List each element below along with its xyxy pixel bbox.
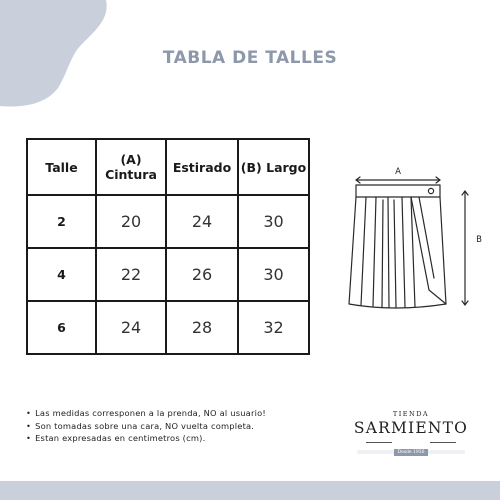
logo-top-text: TIENDA: [392, 410, 430, 418]
table-header-row: [27, 139, 309, 195]
cell-largo: 30: [238, 195, 309, 248]
cell-talle: 6: [27, 301, 96, 354]
cell-cintura: 24: [96, 301, 166, 354]
cell-estirado: 24: [166, 195, 238, 248]
cell-largo: 32: [238, 301, 309, 354]
header-largo: (B) Largo: [238, 139, 309, 195]
cell-talle: 4: [27, 248, 96, 301]
table-row: [27, 248, 309, 301]
logo-tagline-row: [352, 438, 470, 455]
logo-rule-right: [430, 442, 456, 443]
header-talle: Talle: [27, 139, 96, 195]
cell-estirado: 26: [166, 248, 238, 301]
list-item: • Son tomadas sobre una cara, NO vuelta completa.: [26, 420, 266, 433]
cell-estirado: 28: [166, 301, 238, 354]
table-row: [27, 301, 309, 354]
logo-rule-left: [366, 442, 392, 443]
label-b: B: [476, 235, 482, 245]
cell-cintura: 20: [96, 195, 166, 248]
list-item: • Las medidas corresponen a la prenda, NO al usuario!: [26, 407, 266, 420]
label-a: A: [395, 167, 401, 177]
logo-tagline: Desde 1956: [394, 449, 427, 456]
cell-cintura: 22: [96, 248, 166, 301]
skirt-waistband: [356, 185, 440, 197]
notes-list: [26, 407, 266, 445]
skirt-diagram: [325, 160, 495, 320]
table-row: [27, 195, 309, 248]
cell-talle: 2: [27, 195, 96, 248]
header-estirado: Estirado: [166, 139, 238, 195]
header-cintura: (A) Cintura: [96, 139, 166, 195]
brand-logo: [352, 410, 470, 454]
list-item: • Estan expresadas en centimetros (cm).: [26, 432, 266, 445]
size-table: [26, 138, 310, 355]
cell-largo: 30: [238, 248, 309, 301]
logo-main-text: SARMIENTO: [353, 419, 469, 437]
page-title: TABLA DE TALLES: [162, 48, 338, 68]
bottom-band: [0, 481, 500, 500]
